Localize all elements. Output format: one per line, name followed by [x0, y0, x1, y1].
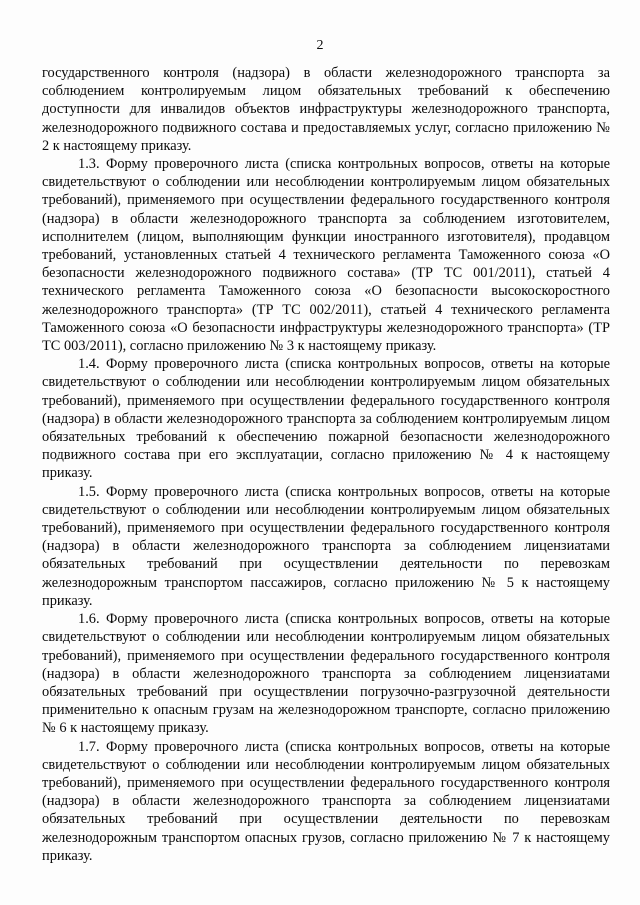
document-body [42, 64, 610, 865]
paragraph-item-1-5: 1.5. Форму проверочного листа (списка контрольных вопросов, ответы на которые свидетельствуют о соблюдении или несоблюдении контролируемым лицом обязательных требований), применяемого при осуществлении федерального государственного контроля (надзора) в области железнодорожного транспорта за соблюдением лицензиатами обязательных требований при осуществлении деятельности по перевозкам железнодорожным транспортом пассажиров, согласно приложению № 5 к настоящему приказу. [42, 483, 610, 609]
page-number: 2 [316, 38, 324, 53]
paragraph-item-1-4: 1.4. Форму проверочного листа (списка контрольных вопросов, ответы на которые свидетельствуют о соблюдении или несоблюдении контролируемым лицом обязательных требований), применяемого при осуществлении федерального государственного контроля (надзора) в области железнодорожного транспорта за соблюдением контролируемым лицом обязательных требований к обеспечению пожарной безопасности железнодорожного подвижного состава при его эксплуатации, согласно приложению № 4 к настоящему приказу. [42, 356, 610, 482]
paragraph-continuation: государственного контроля (надзора) в области железнодорожного транспорта за соблюдением контролируемым лицом обязательных требований к обеспечению доступности для инвалидов объектов инфраструктуры железнодорожного транспорта, железнодорожного подвижного состава и предоставляемых услуг, согласно приложению № 2 к настоящему приказу. [42, 65, 610, 154]
paragraph-item-1-6: 1.6. Форму проверочного листа (списка контрольных вопросов, ответы на которые свидетельствуют о соблюдении или несоблюдении контролируемым лицом обязательных требований), применяемого при осуществлении федерального государственного контроля (надзора) в области железнодорожного транспорта за соблюдением лицензиатами обязательных требований при осуществлении погрузочно-разгрузочной деятельности применительно к опасным грузам на железнодорожном транспорте, согласно приложению № 6 к настоящему приказу. [42, 611, 610, 737]
paragraph-item-1-7: 1.7. Форму проверочного листа (списка контрольных вопросов, ответы на которые свидетельствуют о соблюдении или несоблюдении контролируемым лицом обязательных требований), применяемого при осуществлении федерального государственного контроля (надзора) в области железнодорожного транспорта за соблюдением лицензиатами обязательных требований при осуществлении деятельности по перевозкам железнодорожным транспортом опасных грузов, согласно приложению № 7 к настоящему приказу. [42, 738, 610, 864]
paragraph-item-1-3: 1.3. Форму проверочного листа (списка контрольных вопросов, ответы на которые свидетельствуют о соблюдении или несоблюдении контролируемым лицом обязательных требований), применяемого при осуществлении федерального государственного контроля (надзора) в области железнодорожного транспорта за соблюдением изготовителем, исполнителем (лицом, выполняющим функции иностранного изготовителя), продавцом требований, установленных статьей 4 технического регламента Таможенного союза «О безопасности железнодорожного подвижного состава» (ТР ТС 001/2011), статьей 4 технического регламента Таможенного союза «О безопасности высокоскоростного железнодорожного транспорта» (ТР ТС 002/2011), статьей 4 технического регламента Таможенного союза «О безопасности инфраструктуры железнодорожного транспорта» (ТР ТС 003/2011), согласно приложению № 3 к настоящему приказу. [42, 156, 610, 355]
